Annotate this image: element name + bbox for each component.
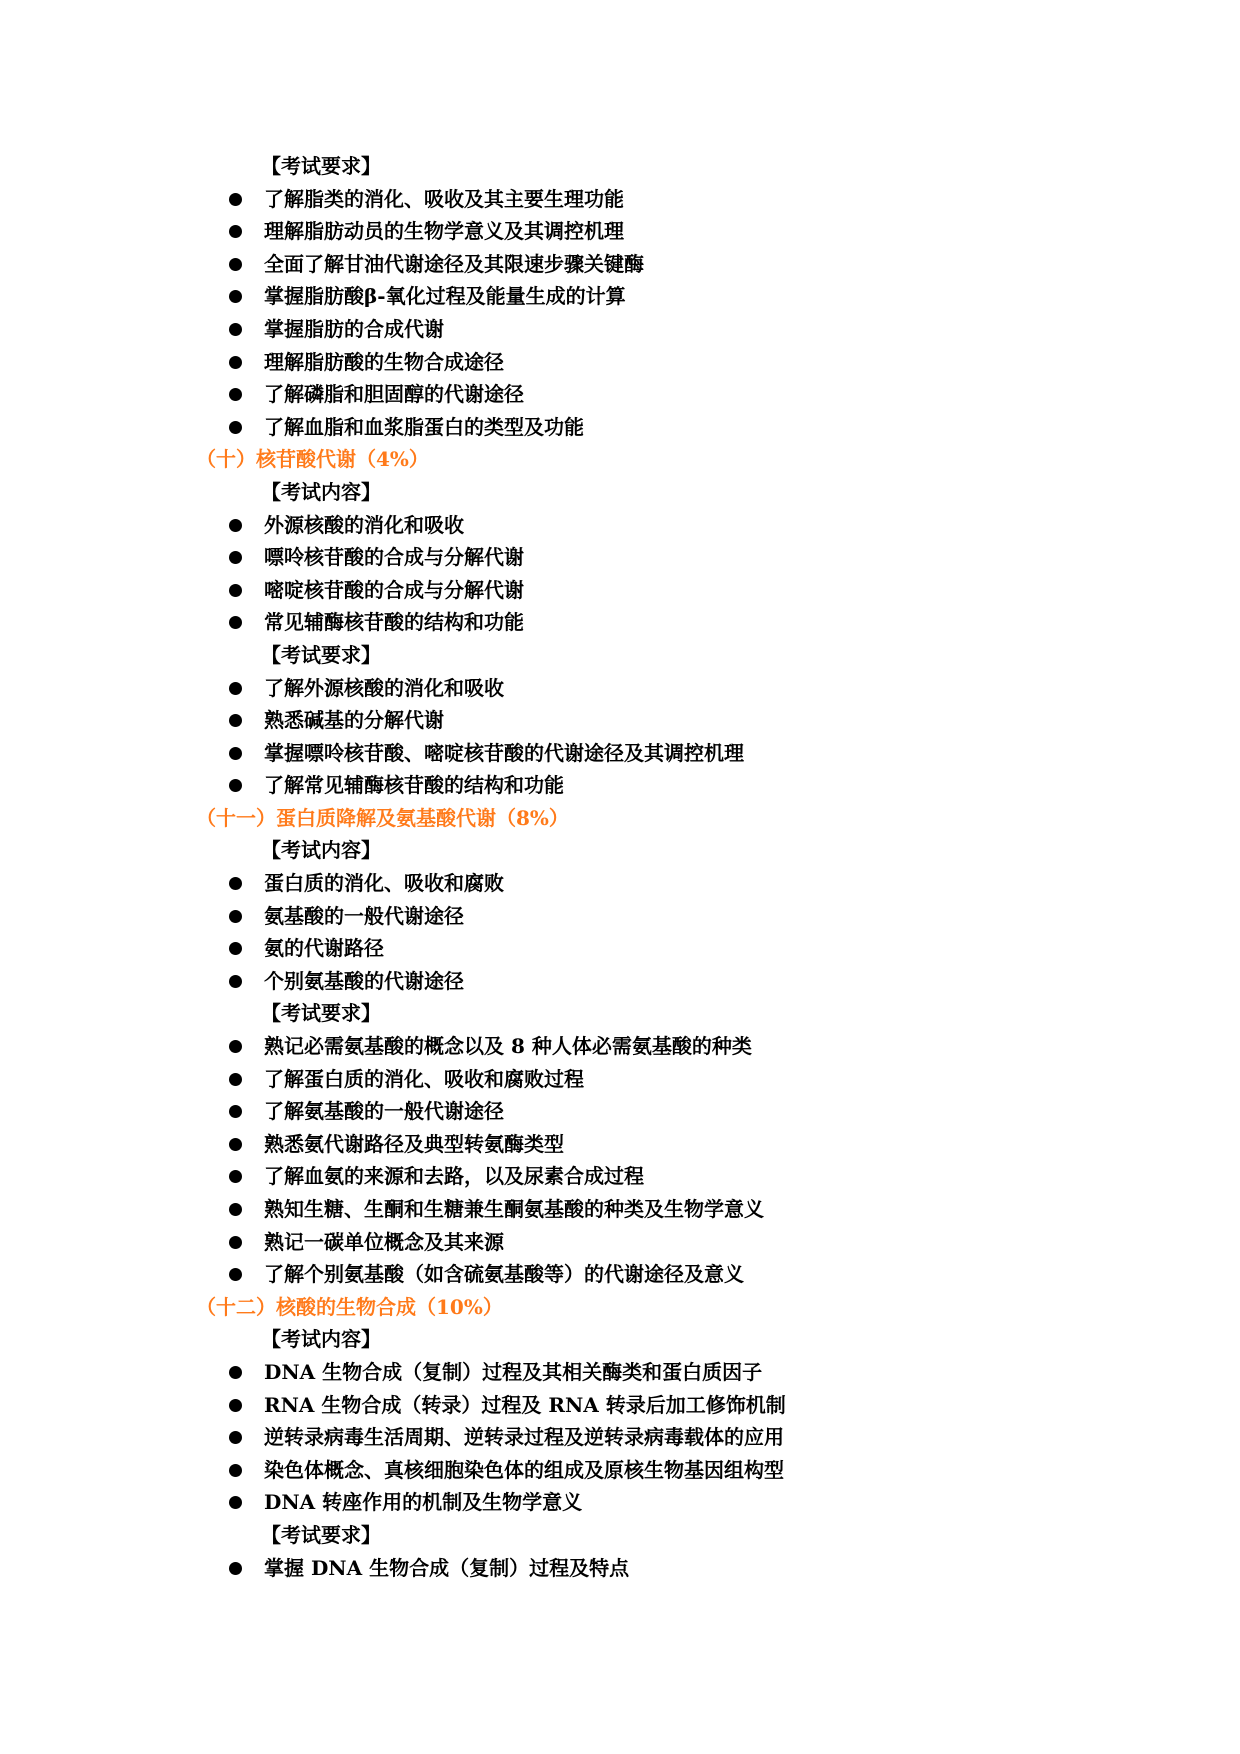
bullet-icon <box>229 682 242 695</box>
bullet-icon <box>229 323 242 336</box>
bullet-icon <box>229 1399 242 1412</box>
list-item <box>0 672 1240 705</box>
list-item <box>0 215 1240 248</box>
list-item-text: 了解氨基酸的一般代谢途径 <box>264 1099 504 1124</box>
list-item <box>0 867 1240 900</box>
bullet-icon <box>229 1236 242 1249</box>
list-item <box>0 280 1240 313</box>
bullet-icon <box>229 747 242 760</box>
list-item-text: RNA 生物合成（转录）过程及 RNA 转录后加工修饰机制 <box>264 1392 786 1417</box>
bullet-icon <box>229 519 242 532</box>
list-item-text: 了解常见辅酶核苷酸的结构和功能 <box>264 773 564 798</box>
list-item-text: 全面了解甘油代谢途径及其限速步骤关键酶 <box>264 251 644 276</box>
bullet-icon <box>229 1366 242 1379</box>
list-item-text: DNA 生物合成（复制）过程及其相关酶类和蛋白质因子 <box>264 1359 763 1384</box>
list-item <box>0 248 1240 281</box>
list-item <box>0 313 1240 346</box>
list-item-text: 掌握脂肪酸β-氧化过程及能量生成的计算 <box>264 284 626 309</box>
list-item <box>0 769 1240 802</box>
list-item <box>0 1063 1240 1096</box>
list-item-text: 常见辅酶核苷酸的结构和功能 <box>264 610 524 635</box>
subsection-heading: 【考试要求】 <box>261 1522 381 1547</box>
list-item-text: 个别氨基酸的代谢途径 <box>264 968 464 993</box>
bullet-icon <box>229 584 242 597</box>
list-item <box>0 1258 1240 1291</box>
subsection-heading: 【考试内容】 <box>261 479 381 504</box>
list-item-text: 理解脂肪酸的生物合成途径 <box>264 349 504 374</box>
bullet-icon <box>229 975 242 988</box>
section-title: （十）核苷酸代谢（4%） <box>196 447 429 472</box>
list-item-text: 染色体概念、真核细胞染色体的组成及原核生物基因组构型 <box>264 1457 784 1482</box>
bullet-icon <box>229 1138 242 1151</box>
list-item <box>0 1421 1240 1454</box>
list-item <box>0 541 1240 574</box>
list-item <box>0 1095 1240 1128</box>
list-item <box>0 1193 1240 1226</box>
list-item <box>0 1454 1240 1487</box>
list-item-text: 掌握 DNA 生物合成（复制）过程及特点 <box>264 1555 630 1580</box>
subsection-heading: 【考试要求】 <box>261 154 381 178</box>
list-item-text: 了解个别氨基酸（如含硫氨基酸等）的代谢途径及意义 <box>264 1262 744 1287</box>
list-item <box>0 1160 1240 1193</box>
list-item <box>0 932 1240 965</box>
list-item-text: 了解血氨的来源和去路，以及尿素合成过程 <box>264 1164 644 1189</box>
subsection-heading: 【考试要求】 <box>261 642 381 667</box>
list-item-text: 掌握脂肪的合成代谢 <box>264 316 444 341</box>
bullet-icon <box>229 1040 242 1053</box>
section-title: （十二）核酸的生物合成（10%） <box>196 1294 503 1319</box>
list-item <box>0 378 1240 411</box>
list-item-text: 理解脂肪动员的生物学意义及其调控机理 <box>264 219 624 244</box>
bullet-icon <box>229 1464 242 1477</box>
list-item <box>0 509 1240 542</box>
list-item-text: 掌握嘌呤核苷酸、嘧啶核苷酸的代谢途径及其调控机理 <box>264 740 744 765</box>
list-item-text: 氨的代谢路径 <box>264 936 384 961</box>
list-item <box>0 1389 1240 1422</box>
list-item <box>0 737 1240 770</box>
list-item <box>0 1552 1240 1585</box>
list-item-text: 熟记必需氨基酸的概念以及 8 种人体必需氨基酸的种类 <box>264 1034 752 1059</box>
list-item-text: 熟悉碱基的分解代谢 <box>264 708 444 733</box>
bullet-icon <box>229 1562 242 1575</box>
list-item-text: DNA 转座作用的机制及生物学意义 <box>264 1490 583 1515</box>
list-item-text: 熟悉氨代谢路径及典型转氨酶类型 <box>264 1131 564 1156</box>
subsection-heading: 【考试要求】 <box>261 1001 381 1026</box>
bullet-icon <box>229 714 242 727</box>
list-item <box>0 606 1240 639</box>
list-item <box>0 1486 1240 1519</box>
list-item-text: 嘧啶核苷酸的合成与分解代谢 <box>264 577 524 602</box>
list-item-text: 了解血脂和血浆脂蛋白的类型及功能 <box>264 414 584 439</box>
list-item-text: 蛋白质的消化、吸收和腐败 <box>264 871 504 896</box>
list-item <box>0 965 1240 998</box>
bullet-icon <box>229 910 242 923</box>
list-item-text: 了解磷脂和胆固醇的代谢途径 <box>264 382 524 407</box>
list-item <box>0 704 1240 737</box>
syllabus-content <box>0 150 1240 1584</box>
list-item <box>0 1128 1240 1161</box>
bullet-icon <box>229 1203 242 1216</box>
list-item <box>0 411 1240 444</box>
list-item-text: 嘌呤核苷酸的合成与分解代谢 <box>264 545 524 570</box>
list-item <box>0 1030 1240 1063</box>
list-item-text: 熟记一碳单位概念及其来源 <box>264 1229 504 1254</box>
list-item-text: 氨基酸的一般代谢途径 <box>264 903 464 928</box>
list-item-text: 逆转录病毒生活周期、逆转录过程及逆转录病毒载体的应用 <box>264 1425 784 1450</box>
subsection-heading: 【考试内容】 <box>261 838 381 863</box>
bullet-icon <box>229 877 242 890</box>
bullet-icon <box>229 421 242 434</box>
list-item-text: 外源核酸的消化和吸收 <box>264 512 464 537</box>
list-item-text: 熟知生糖、生酮和生糖兼生酮氨基酸的种类及生物学意义 <box>264 1197 764 1221</box>
list-item <box>0 346 1240 379</box>
list-item <box>0 1226 1240 1259</box>
list-item-text: 了解蛋白质的消化、吸收和腐败过程 <box>264 1066 584 1091</box>
bullet-icon <box>229 1073 242 1086</box>
list-item <box>0 574 1240 607</box>
bullet-icon <box>229 356 242 369</box>
bullet-icon <box>229 193 242 206</box>
bullet-icon <box>229 258 242 271</box>
list-item <box>0 1356 1240 1389</box>
section-title: （十一）蛋白质降解及氨基酸代谢（8%） <box>196 805 569 830</box>
subsection-heading: 【考试内容】 <box>261 1327 381 1352</box>
list-item <box>0 900 1240 933</box>
list-item-text: 了解脂类的消化、吸收及其主要生理功能 <box>264 186 624 211</box>
list-item-text: 了解外源核酸的消化和吸收 <box>264 675 504 700</box>
list-item <box>0 183 1240 216</box>
